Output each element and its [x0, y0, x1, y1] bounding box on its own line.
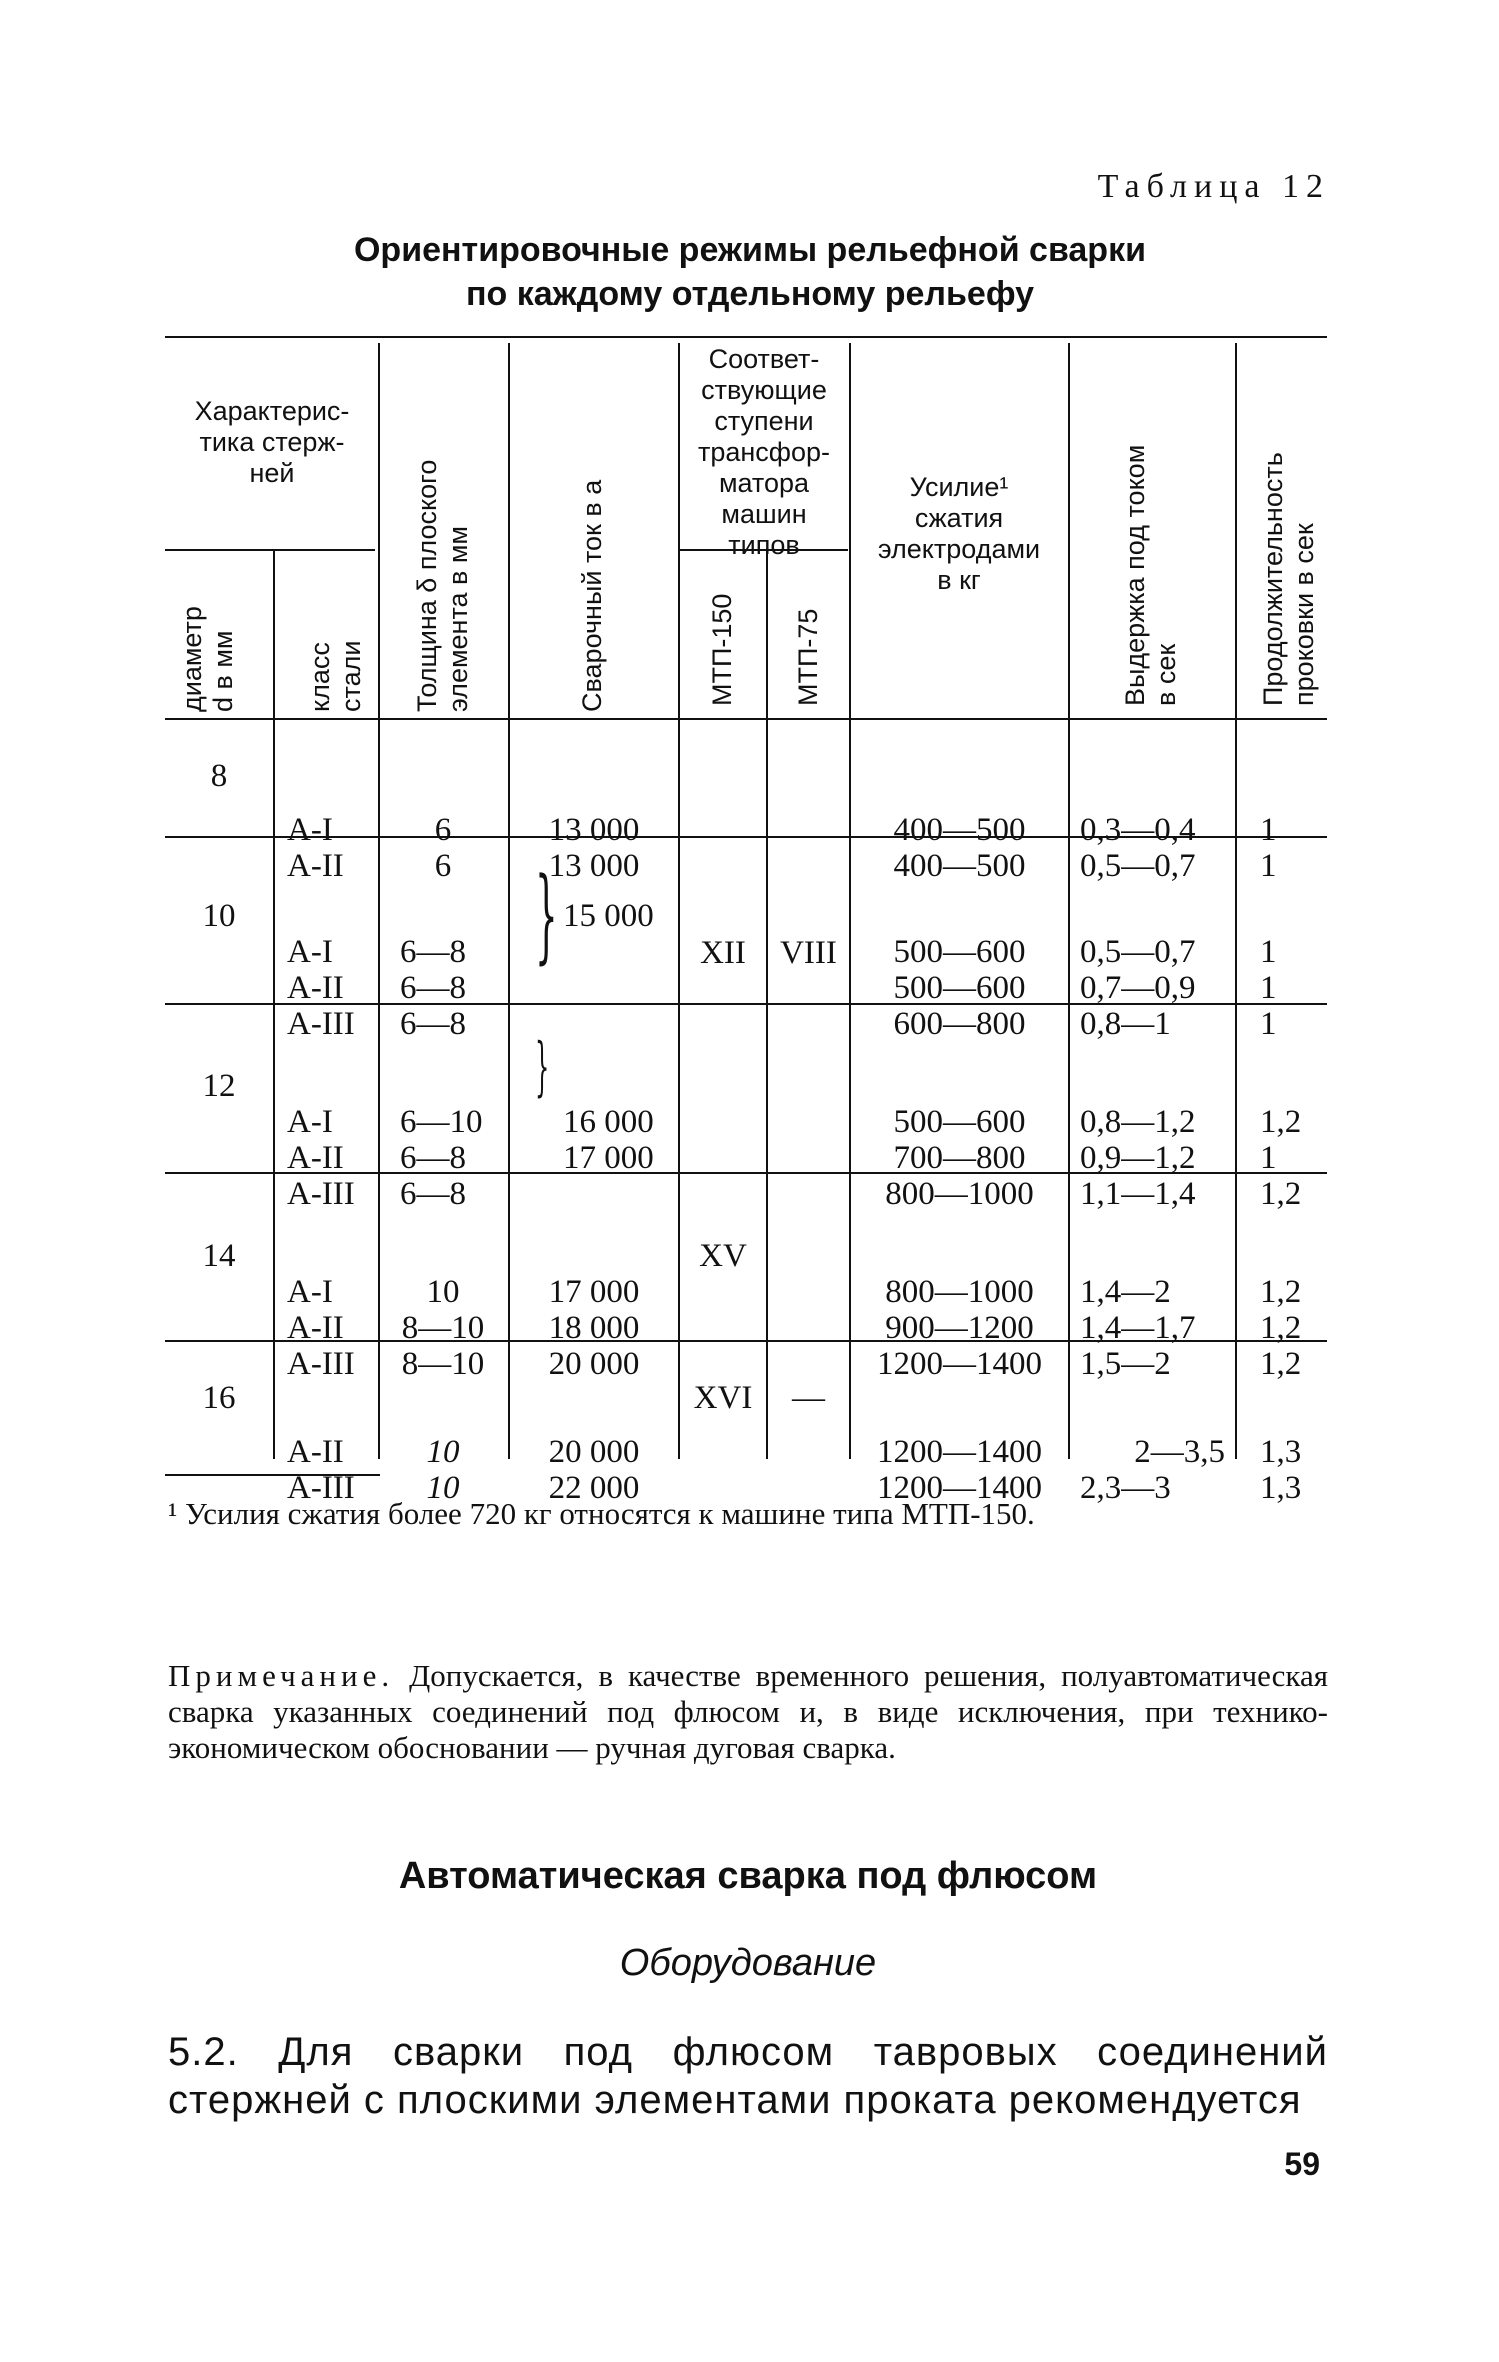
header-thickness: Толщина δ плоского элемента в мм: [412, 459, 473, 712]
cell-current: 15 000: [563, 898, 654, 934]
section-title: Автоматическая сварка под флюсом: [398, 1855, 1098, 1897]
header-diameter: диаметр d в мм: [177, 606, 238, 712]
table-top-rule: [165, 336, 1327, 338]
page-number: 59: [1284, 2146, 1320, 2182]
cell-current: 13 000 13 000: [548, 812, 640, 884]
cell-forging: 1 1: [1260, 812, 1277, 884]
header-mtp-150: МТП-150: [707, 593, 737, 706]
cell-forging: 1,2 1 1,2: [1260, 1104, 1302, 1212]
table-label: Таблица 12: [1097, 168, 1330, 205]
cell-diameter: 12: [202, 1068, 236, 1104]
cell-force: 500—600 500—600 600—800: [893, 934, 1026, 1042]
note-label: Примечание.: [168, 1658, 395, 1693]
step-mtp150-xv: XV: [699, 1238, 747, 1274]
note: [168, 1658, 1328, 1766]
col-divider: [273, 549, 275, 1459]
step-mtp75-dash: —: [792, 1380, 825, 1416]
step-mtp150-xvi: XVI: [693, 1380, 753, 1416]
subsection-title: Оборудование: [619, 1942, 877, 1984]
cell-thickness: 10 8—10 8—10: [401, 1274, 485, 1382]
cell-hold: 1,4—2 1,4—1,7 1,5—2: [1080, 1274, 1196, 1382]
step-mtp75-viii: VIII: [780, 935, 837, 971]
cell-diameter: 10: [202, 898, 236, 934]
step-mtp150-xii: XII: [700, 935, 746, 971]
header-mtp-75: МТП-75: [793, 608, 823, 706]
header-forging-time: Продолжительность проковки в сек: [1258, 452, 1319, 706]
header-hold-time: Выдержка под током в сек: [1120, 444, 1181, 706]
cell-hold: 0,3—0,4 0,5—0,7: [1080, 812, 1196, 884]
cell-force: 800—1000 900—1200 1200—1400: [877, 1274, 1042, 1382]
cell-steel-class: А-I А-II А-III: [287, 1104, 355, 1212]
cell-hold: 0,5—0,7 0,7—0,9 0,8—1: [1080, 934, 1196, 1042]
cell-steel-class: А-I А-II: [287, 812, 344, 884]
cell-force: 1200—1400 1200—1400: [877, 1434, 1042, 1506]
cell-hold: 0,8—1,2 0,9—1,2 1,1—1,4: [1080, 1104, 1196, 1212]
header-rod-characteristics: Характерис- тика стерж- ней: [194, 396, 350, 488]
cell-forging: 1 1 1: [1260, 934, 1277, 1042]
cell-thickness: 10 10: [426, 1434, 460, 1506]
paragraph: 5.2. Для сварки под флюсом тавровых соединений стержней с плоскими элементами проката рекомендуется: [168, 2030, 1328, 2122]
header-electrode-force: Усилие¹ сжатия электродами в кг: [877, 472, 1041, 595]
header-bottom-rule: [165, 718, 1327, 720]
cell-forging: 1,3 1,3: [1260, 1434, 1302, 1506]
header-transformer-steps: Соответ- ствующие ступени трансфор- матора машин типов: [697, 344, 831, 560]
cell-thickness: 6 6: [434, 812, 452, 884]
brace-icon: }: [535, 856, 558, 975]
cell-thickness: 6—8 6—8 6—8: [400, 934, 466, 1042]
table-title-line-2: по каждому отдельному рельефу: [465, 275, 1035, 313]
cell-steel-class: А-I А-II А-III: [287, 934, 355, 1042]
footnote: ¹ Усилия сжатия более 720 кг относятся к машине типа МТП-150.: [168, 1496, 1035, 1531]
cell-current: 20 000 22 000: [548, 1434, 640, 1506]
cell-forging: 1,2 1,2 1,2: [1260, 1274, 1302, 1382]
cell-hold: 2—3,5 2,3—3: [1080, 1434, 1225, 1506]
col-divider: [1235, 343, 1237, 1459]
cell-diameter: 16: [202, 1380, 236, 1416]
header-steel-class: класс стали: [305, 640, 366, 712]
cell-current: 16 000 17 000: [563, 1104, 654, 1176]
col-divider: [766, 549, 768, 1459]
cell-current: 17 000 18 000 20 000: [548, 1274, 640, 1382]
col-divider: [1068, 343, 1070, 1459]
brace-icon: }: [535, 1030, 550, 1104]
header-welding-current: Сварочный ток в а: [577, 479, 607, 712]
cell-force: 500—600 700—800 800—1000: [885, 1104, 1034, 1212]
table-title: [300, 228, 1200, 316]
cell-diameter: 14: [202, 1238, 236, 1274]
rod-group-rule: [165, 549, 375, 551]
note-text: Допускается, в качестве временного решения, полуавтоматическая сварка указанных соединений под флюсом и, в виде исключения, при технико-экономическом обосновании — ручная дуговая сварка.: [168, 1658, 1328, 1765]
cell-steel-class: А-II А-III: [287, 1434, 355, 1506]
cell-diameter: 8: [210, 758, 228, 794]
cell-force: 400—500 400—500: [893, 812, 1026, 884]
cell-steel-class: А-I А-II А-III: [287, 1274, 355, 1382]
table-title-line-1: Ориентировочные режимы рельефной сварки: [353, 231, 1146, 269]
cell-thickness: 6—10 6—8 6—8: [400, 1104, 483, 1212]
